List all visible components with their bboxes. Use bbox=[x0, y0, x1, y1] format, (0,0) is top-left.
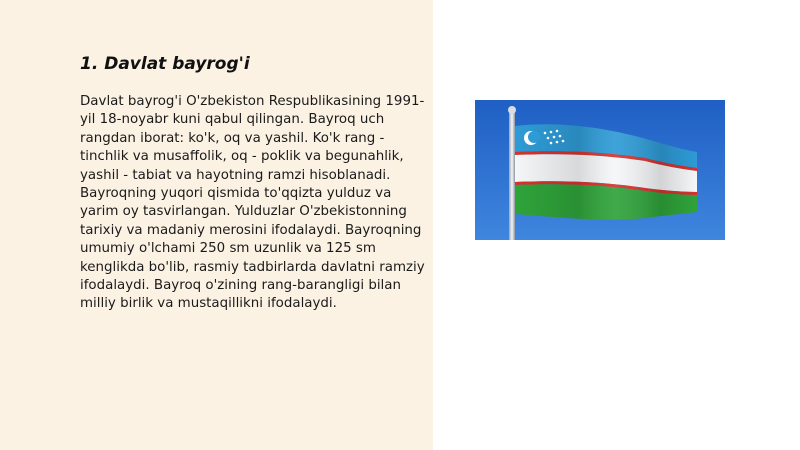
flag-pole-finial bbox=[508, 106, 516, 114]
uzbekistan-flag-image bbox=[475, 100, 725, 240]
slide-body-text: Davlat bayrog'i O'zbekiston Respublikasining 1991-yil 18-noyabr kuni qabul qilingan. Bayroq uch rangdan iborat: ko'k, oq va yashil. Ko'k rang - tinchlik va musaffolik, oq - poklik va begunahlik, yashil - tabiat va hayotning ramzi hisoblanadi. Bayroqning yuqori qismida to'qqizta yulduz va yarim oy tasvirlangan. Yulduzlar O'zbekistonning tarixiy va madaniy merosini ifodalaydi. Bayroqning umumiy o'lchami 250 sm uzunlik va 125 sm kenglikda bo'lib, rasmiy tadbirlarda davlatni ramziy ifodalaydi. Bayroq o'zining rang-barangligi bilan milliy birlik va mustaqillikni ifodalaydi. bbox=[80, 94, 425, 312]
slide-title: 1. Davlat bayrog'i bbox=[80, 54, 250, 74]
flag-photo-svg bbox=[475, 100, 725, 240]
flag-pole bbox=[509, 110, 515, 240]
